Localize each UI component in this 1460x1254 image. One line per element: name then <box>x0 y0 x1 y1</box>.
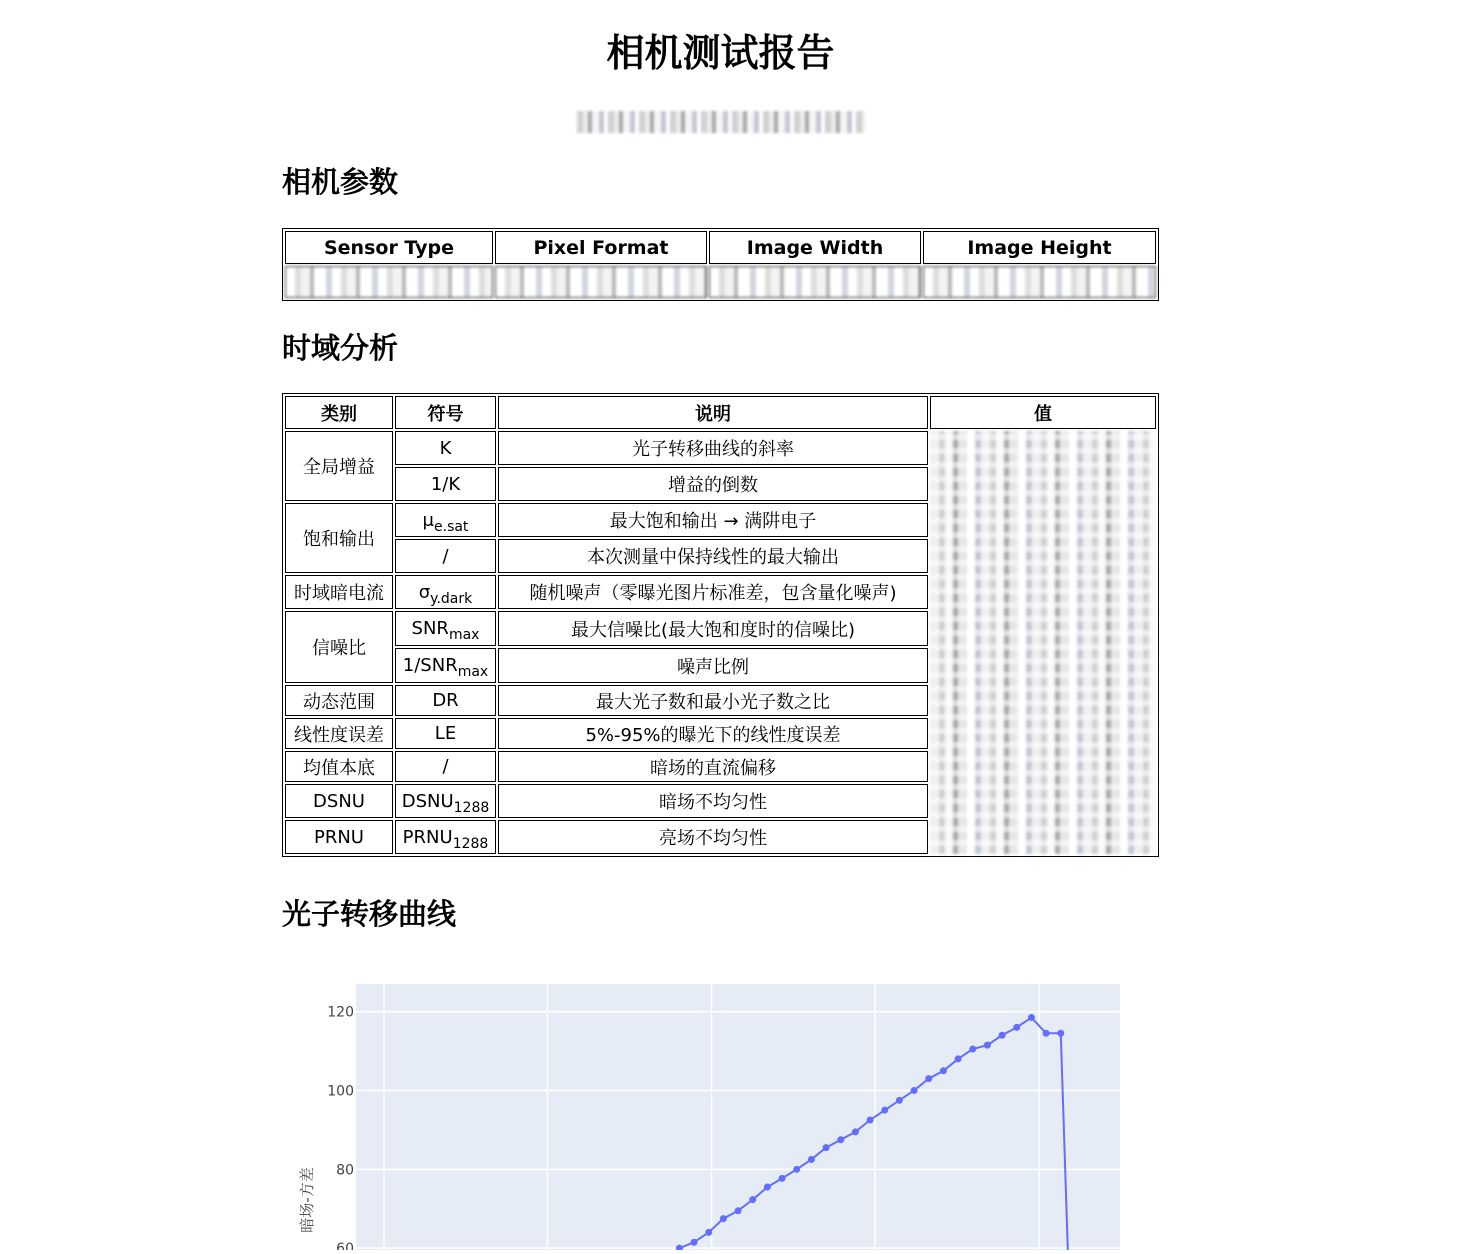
cat-saturation-output: 饱和输出 <box>285 503 393 573</box>
series-point <box>808 1156 815 1163</box>
symbol-snr-max: $SNR_{max}$ <box>395 611 496 646</box>
values-column-redacted <box>930 431 1156 854</box>
series-point <box>1043 1030 1050 1037</box>
params-value-redacted <box>709 266 921 298</box>
series-point <box>720 1215 727 1222</box>
series-point <box>955 1055 962 1062</box>
symbol-inverse-snr-max: $1/SNR_{max}$ <box>395 648 496 683</box>
desc-prnu: 亮场不均匀性 <box>498 820 928 854</box>
time-domain-table <box>282 393 1159 857</box>
series-point <box>911 1087 918 1094</box>
series-point <box>867 1117 874 1124</box>
params-header-sensor-type: Sensor Type <box>285 231 493 264</box>
desc-sigma-ydark: 随机噪声（零曝光图片标准差，包含量化噪声) <box>498 575 928 609</box>
camera-params-table <box>282 228 1159 301</box>
params-value-redacted <box>495 266 707 298</box>
time-header-category: 类别 <box>285 396 393 429</box>
time-header-symbol: 符号 <box>395 396 496 429</box>
ptc-chart <box>282 950 1159 1250</box>
report-subtitle-redacted <box>282 108 1159 136</box>
desc-dr: 最大光子数和最小光子数之比 <box>498 685 928 716</box>
cat-temporal-dark: 时域暗电流 <box>285 575 393 609</box>
section-camera-params: 相机参数 <box>282 165 399 199</box>
y-tick-label: 60 <box>336 1241 354 1250</box>
symbol-offset: / <box>395 751 496 782</box>
report-title: 相机测试报告 <box>606 31 835 75</box>
cat-global-gain: 全局增益 <box>285 431 393 501</box>
y-tick-label: 100 <box>327 1083 354 1100</box>
series-point <box>735 1207 742 1214</box>
desc-k: 光子转移曲线的斜率 <box>498 431 928 465</box>
desc-offset: 暗场的直流偏移 <box>498 751 928 782</box>
series-point <box>940 1067 947 1074</box>
symbol-sigma-ydark: $\sigma_{y.dark}$ <box>395 575 496 609</box>
series-point <box>1057 1030 1064 1037</box>
series-point <box>881 1107 888 1114</box>
symbol-inverse-k: 1/K <box>395 467 496 501</box>
params-header-pixel-format: Pixel Format <box>495 231 707 264</box>
params-header-image-height: Image Height <box>923 231 1156 264</box>
ptc-chart-svg <box>282 950 1159 1250</box>
cat-linearity-error: 线性度误差 <box>285 718 393 749</box>
series-point <box>764 1184 771 1191</box>
time-header-value: 值 <box>930 396 1156 429</box>
series-point <box>984 1042 991 1049</box>
series-point <box>896 1097 903 1104</box>
series-point <box>1013 1024 1020 1031</box>
desc-le: 5%-95%的曝光下的线性度误差 <box>498 718 928 749</box>
y-tick-label: 80 <box>336 1162 354 1179</box>
y-axis-label: 暗场-方差 <box>298 1167 316 1233</box>
cat-snr: 信噪比 <box>285 611 393 683</box>
cat-prnu: PRNU <box>285 820 393 854</box>
params-header-image-width: Image Width <box>709 231 921 264</box>
symbol-dr: DR <box>395 685 496 716</box>
cat-dynamic-range: 动态范围 <box>285 685 393 716</box>
desc-inverse-snr-max: 噪声比例 <box>498 648 928 683</box>
series-point <box>749 1196 756 1203</box>
desc-mu-esat: 最大饱和输出 → 满阱电子 <box>498 503 928 537</box>
symbol-dsnu: $DSNU_{1288}$ <box>395 784 496 818</box>
symbol-le: LE <box>395 718 496 749</box>
symbol-mu-esat: $\mu_{e.sat}$ <box>395 503 496 537</box>
params-value-redacted <box>923 266 1156 298</box>
series-point <box>1028 1014 1035 1021</box>
series-point <box>837 1136 844 1143</box>
series-point <box>823 1144 830 1151</box>
y-tick-label: 120 <box>327 1004 354 1021</box>
desc-inverse-k: 增益的倒数 <box>498 467 928 501</box>
params-value-redacted <box>285 266 493 298</box>
symbol-max-linear: / <box>395 539 496 573</box>
cat-mean-offset: 均值本底 <box>285 751 393 782</box>
series-point <box>852 1128 859 1135</box>
symbol-k: K <box>395 431 496 465</box>
desc-snr-max: 最大信噪比(最大饱和度时的信噪比) <box>498 611 928 646</box>
series-point <box>779 1175 786 1182</box>
section-ptc: 光子转移曲线 <box>282 897 457 931</box>
time-header-description: 说明 <box>498 396 928 429</box>
section-time-domain: 时域分析 <box>282 331 399 365</box>
cat-dsnu: DSNU <box>285 784 393 818</box>
series-point <box>691 1239 698 1246</box>
series-point <box>793 1166 800 1173</box>
desc-max-linear: 本次测量中保持线性的最大输出 <box>498 539 928 573</box>
series-point <box>969 1046 976 1053</box>
series-point <box>999 1032 1006 1039</box>
series-point <box>925 1075 932 1082</box>
symbol-prnu: $PRNU_{1288}$ <box>395 820 496 854</box>
series-point <box>705 1229 712 1236</box>
desc-dsnu: 暗场不均匀性 <box>498 784 928 818</box>
